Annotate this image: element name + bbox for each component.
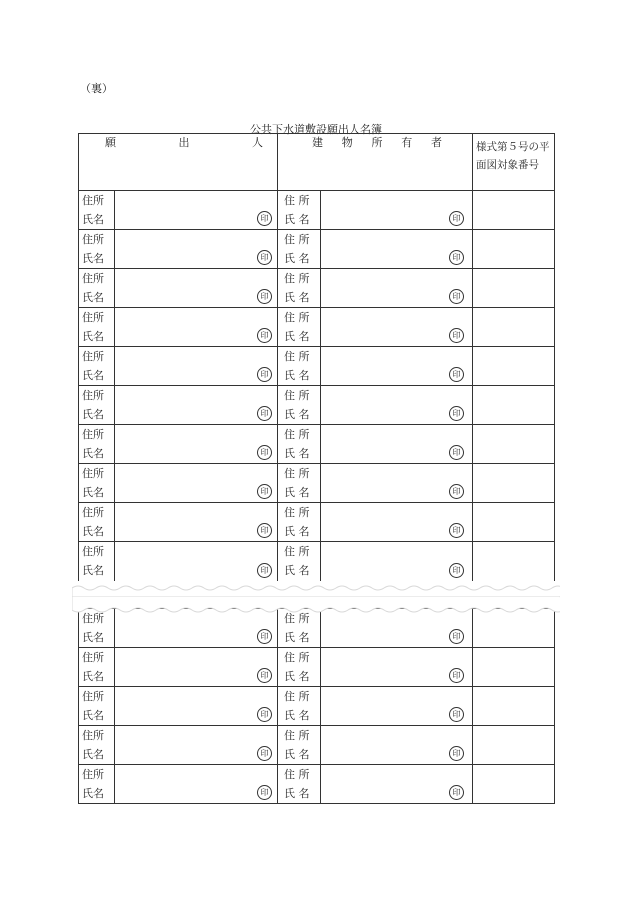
owner-labels	[278, 425, 321, 464]
address-label: 住 所	[284, 545, 310, 558]
applicant-entry-field[interactable]	[115, 687, 278, 726]
name-label: 氏 名	[284, 369, 310, 382]
applicant-labels	[79, 726, 115, 765]
address-label: 住所	[82, 272, 104, 285]
name-label: 氏 名	[284, 291, 310, 304]
table-row	[79, 230, 555, 269]
plan-number-field[interactable]	[473, 687, 555, 726]
address-label: 住所	[82, 233, 104, 246]
table-row	[79, 386, 555, 425]
name-label: 氏 名	[284, 408, 310, 421]
address-label: 住所	[82, 194, 104, 207]
applicant-entry-field[interactable]	[115, 191, 278, 230]
applicant-labels	[79, 191, 115, 230]
seal-icon: 印	[257, 445, 272, 460]
seal-icon: 印	[449, 523, 464, 538]
address-label: 住所	[82, 389, 104, 402]
applicant-labels	[79, 765, 115, 804]
address-label: 住所	[82, 350, 104, 363]
applicant-entry-field[interactable]	[115, 464, 278, 503]
seal-icon: 印	[449, 785, 464, 800]
name-label: 氏名	[82, 525, 104, 538]
name-label: 氏名	[82, 631, 104, 644]
name-label: 氏名	[82, 447, 104, 460]
applicant-labels	[79, 648, 115, 687]
owner-entry-field[interactable]	[321, 726, 473, 765]
table-row	[79, 269, 555, 308]
address-label: 住 所	[284, 612, 310, 625]
address-label: 住 所	[284, 194, 310, 207]
applicant-entry-field[interactable]	[115, 230, 278, 269]
table-row	[79, 765, 555, 804]
name-label: 氏 名	[284, 670, 310, 683]
name-label: 氏 名	[284, 252, 310, 265]
name-label: 氏名	[82, 252, 104, 265]
name-label: 氏名	[82, 330, 104, 343]
address-label: 住所	[82, 729, 104, 742]
name-label: 氏名	[82, 564, 104, 577]
building-owner-header: 建 物 所 有 者	[278, 134, 473, 191]
owner-labels	[278, 648, 321, 687]
seal-icon: 印	[449, 484, 464, 499]
applicant-labels	[79, 386, 115, 425]
seal-icon: 印	[449, 563, 464, 578]
owner-labels	[278, 308, 321, 347]
seal-icon: 印	[449, 328, 464, 343]
owner-entry-field[interactable]	[321, 464, 473, 503]
owner-entry-field[interactable]	[321, 269, 473, 308]
owner-entry-field[interactable]	[321, 765, 473, 804]
table-row	[79, 347, 555, 386]
seal-icon: 印	[257, 406, 272, 421]
plan-number-field[interactable]	[473, 308, 555, 347]
name-label: 氏名	[82, 213, 104, 226]
seal-icon: 印	[449, 629, 464, 644]
address-label: 住 所	[284, 690, 310, 703]
seal-icon: 印	[449, 668, 464, 683]
applicant-labels	[79, 687, 115, 726]
applicant-labels	[79, 503, 115, 542]
table-row	[79, 464, 555, 503]
owner-labels	[278, 726, 321, 765]
owner-labels	[278, 386, 321, 425]
name-label: 氏 名	[284, 486, 310, 499]
seal-icon: 印	[257, 211, 272, 226]
name-label: 氏名	[82, 670, 104, 683]
applicant-entry-field[interactable]	[115, 386, 278, 425]
name-label: 氏 名	[284, 213, 310, 226]
address-label: 住 所	[284, 467, 310, 480]
seal-icon: 印	[449, 746, 464, 761]
owner-entry-field[interactable]	[321, 191, 473, 230]
table-row	[79, 191, 555, 230]
plan-number-field[interactable]	[473, 347, 555, 386]
owner-entry-field[interactable]	[321, 230, 473, 269]
seal-icon: 印	[449, 406, 464, 421]
name-label: 氏名	[82, 709, 104, 722]
address-label: 住所	[82, 651, 104, 664]
owner-labels	[278, 269, 321, 308]
name-label: 氏 名	[284, 748, 310, 761]
name-label: 氏 名	[284, 525, 310, 538]
applicant-entry-field[interactable]	[115, 726, 278, 765]
name-label: 氏名	[82, 369, 104, 382]
table-header-row	[79, 134, 555, 191]
plan-number-field[interactable]	[473, 425, 555, 464]
applicant-entry-field[interactable]	[115, 425, 278, 464]
seal-icon: 印	[257, 629, 272, 644]
address-label: 住 所	[284, 651, 310, 664]
name-label: 氏名	[82, 486, 104, 499]
page-break-edge-bottom	[72, 596, 560, 616]
address-label: 住 所	[284, 233, 310, 246]
address-label: 住 所	[284, 506, 310, 519]
owner-entry-field[interactable]	[321, 648, 473, 687]
seal-icon: 印	[257, 746, 272, 761]
name-label: 氏 名	[284, 631, 310, 644]
owner-entry-field[interactable]	[321, 347, 473, 386]
address-label: 住 所	[284, 311, 310, 324]
page-side-label: （裏）	[80, 82, 113, 95]
seal-icon: 印	[257, 707, 272, 722]
plan-number-field[interactable]	[473, 726, 555, 765]
address-label: 住所	[82, 768, 104, 781]
applicant-entry-field[interactable]	[115, 308, 278, 347]
address-label: 住 所	[284, 389, 310, 402]
applicant-entry-field[interactable]	[115, 648, 278, 687]
table-row	[79, 425, 555, 464]
name-label: 氏 名	[284, 330, 310, 343]
plan-number-field[interactable]	[473, 542, 555, 581]
applicant-entry-field[interactable]	[115, 503, 278, 542]
seal-icon: 印	[257, 328, 272, 343]
plan-number-field[interactable]	[473, 765, 555, 804]
applicant-labels	[79, 347, 115, 386]
name-label: 氏 名	[284, 787, 310, 800]
owner-entry-field[interactable]	[321, 542, 473, 581]
plan-number-field[interactable]	[473, 503, 555, 542]
owner-labels	[278, 230, 321, 269]
name-label: 氏名	[82, 748, 104, 761]
table-row	[79, 648, 555, 687]
seal-icon: 印	[257, 289, 272, 304]
applicant-entry-field[interactable]	[115, 542, 278, 581]
address-label: 住所	[82, 612, 104, 625]
seal-icon: 印	[449, 707, 464, 722]
applicant-labels	[79, 230, 115, 269]
owner-labels	[278, 542, 321, 581]
seal-icon: 印	[257, 484, 272, 499]
seal-icon: 印	[449, 211, 464, 226]
applicant-labels	[79, 542, 115, 581]
address-label: 住所	[82, 311, 104, 324]
address-label: 住所	[82, 690, 104, 703]
seal-icon: 印	[257, 668, 272, 683]
owner-entry-field[interactable]	[321, 687, 473, 726]
seal-icon: 印	[257, 367, 272, 382]
owner-labels	[278, 191, 321, 230]
plan-number-field[interactable]	[473, 648, 555, 687]
table-row	[79, 542, 555, 581]
address-label: 住 所	[284, 272, 310, 285]
address-label: 住所	[82, 506, 104, 519]
table-row	[79, 503, 555, 542]
seal-icon: 印	[257, 250, 272, 265]
table-row	[79, 308, 555, 347]
owner-labels	[278, 687, 321, 726]
plan-number-field[interactable]	[473, 269, 555, 308]
applicant-header: 願 出 人	[79, 134, 278, 191]
address-label: 住 所	[284, 428, 310, 441]
applicant-roster-table-continued	[78, 608, 555, 804]
owner-labels	[278, 503, 321, 542]
seal-icon: 印	[449, 367, 464, 382]
plan-number-field[interactable]	[473, 230, 555, 269]
owner-entry-field[interactable]	[321, 425, 473, 464]
name-label: 氏 名	[284, 709, 310, 722]
address-label: 住 所	[284, 350, 310, 363]
document-title: 公共下水道敷設願出人名簿	[250, 123, 382, 136]
seal-icon: 印	[449, 250, 464, 265]
seal-icon: 印	[257, 785, 272, 800]
plan-number-field[interactable]	[473, 191, 555, 230]
plan-number-field[interactable]	[473, 386, 555, 425]
address-label: 住所	[82, 467, 104, 480]
name-label: 氏名	[82, 291, 104, 304]
name-label: 氏名	[82, 787, 104, 800]
plan-reference-header: 様式第５号の平面図対象番号	[473, 134, 555, 191]
applicant-entry-field[interactable]	[115, 269, 278, 308]
applicant-labels	[79, 425, 115, 464]
owner-labels	[278, 765, 321, 804]
owner-entry-field[interactable]	[321, 308, 473, 347]
name-label: 氏 名	[284, 447, 310, 460]
applicant-entry-field[interactable]	[115, 347, 278, 386]
name-label: 氏 名	[284, 564, 310, 577]
table-row	[79, 687, 555, 726]
address-label: 住 所	[284, 768, 310, 781]
applicant-labels	[79, 464, 115, 503]
name-label: 氏名	[82, 408, 104, 421]
seal-icon: 印	[257, 523, 272, 538]
owner-labels	[278, 347, 321, 386]
seal-icon: 印	[449, 289, 464, 304]
applicant-entry-field[interactable]	[115, 765, 278, 804]
owner-entry-field[interactable]	[321, 503, 473, 542]
address-label: 住 所	[284, 729, 310, 742]
owner-labels	[278, 464, 321, 503]
seal-icon: 印	[257, 563, 272, 578]
address-label: 住所	[82, 428, 104, 441]
address-label: 住所	[82, 545, 104, 558]
applicant-labels	[79, 269, 115, 308]
seal-icon: 印	[449, 445, 464, 460]
plan-number-field[interactable]	[473, 464, 555, 503]
applicant-roster-table	[78, 133, 555, 581]
table-row	[79, 726, 555, 765]
applicant-labels	[79, 308, 115, 347]
owner-entry-field[interactable]	[321, 386, 473, 425]
